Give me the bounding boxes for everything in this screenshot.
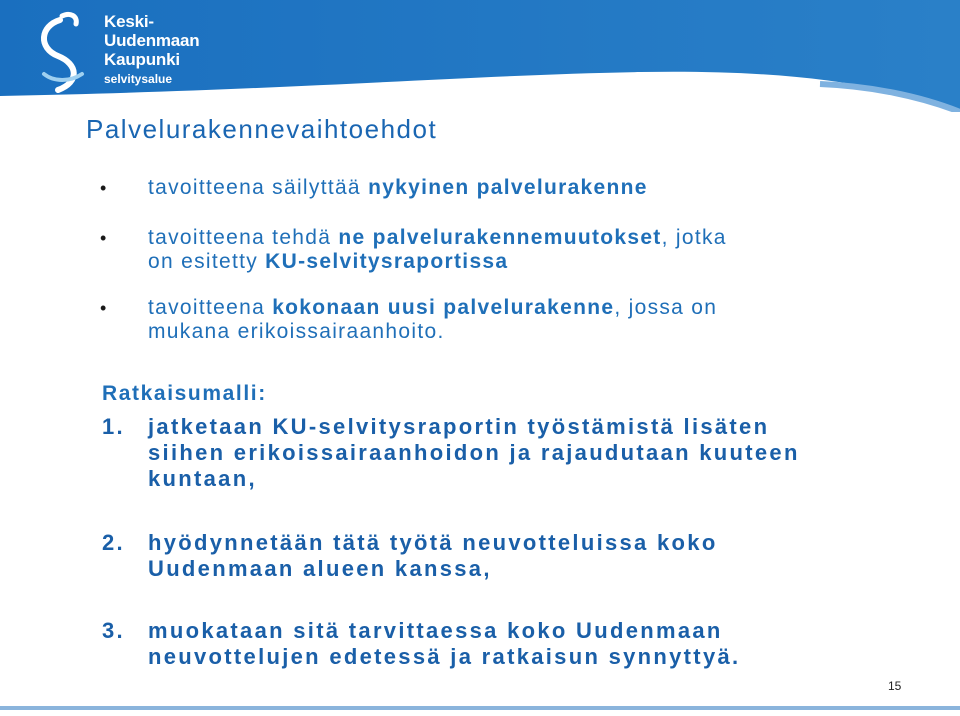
logo-line-3: Kaupunki	[104, 50, 180, 69]
step-3	[102, 618, 928, 670]
step-number: 3.	[102, 618, 125, 643]
step-line: muokataan sitä tarvittaessa koko Uudenmaan	[148, 618, 723, 643]
bullet-emphasis: KU-selvitysraportissa	[265, 250, 509, 273]
step-number: 1.	[102, 414, 125, 439]
bullet-dot: •	[100, 298, 108, 318]
step-1	[102, 414, 928, 492]
bullet-text: tavoitteena	[148, 296, 273, 319]
bullet-dot: •	[100, 178, 108, 198]
page-title: Palvelurakennevaihtoehdot	[86, 114, 438, 144]
bullet-text: , jossa on	[614, 296, 718, 319]
step-line: kuntaan,	[148, 466, 257, 491]
page-number: 15	[888, 679, 902, 693]
bullet-text: tavoitteena tehdä	[148, 226, 339, 249]
bullet-text: tavoitteena säilyttää	[148, 176, 369, 199]
step-2	[102, 530, 928, 582]
solution-heading: Ratkaisumalli:	[102, 382, 267, 405]
logo	[104, 12, 200, 87]
bullet-emphasis: ne palvelurakennemuutokset	[338, 226, 662, 249]
step-line: Uudenmaan alueen kanssa,	[148, 556, 492, 581]
step-line: siihen erikoissairaanhoidon ja rajaudutaan kuuteen	[148, 440, 800, 465]
logo-line-4: selvitysalue	[104, 72, 173, 86]
bullet-emphasis: kokonaan uusi palvelurakenne	[272, 296, 615, 319]
logo-line-1: Keski-	[104, 12, 154, 31]
bullet-emphasis: nykyinen palvelurakenne	[368, 176, 648, 199]
step-line: jatketaan KU-selvitysraportin työstämistä lisäten	[148, 414, 770, 439]
step-line: neuvottelujen edetessä ja ratkaisun synnyttyä.	[148, 644, 741, 669]
bullet-text: mukana erikoissairaanhoito.	[148, 320, 445, 343]
step-number: 2.	[102, 530, 125, 555]
bullet-text: , jotka	[661, 226, 727, 249]
bullet-dot: •	[100, 228, 108, 248]
bullet-text: on esitetty	[148, 250, 266, 273]
header-banner	[0, 0, 960, 112]
bullet-item-1	[100, 176, 908, 200]
logo-line-2: Uudenmaan	[104, 31, 200, 50]
bullet-item-3	[100, 296, 908, 344]
step-line: hyödynnetään tätä työtä neuvotteluissa koko	[148, 530, 718, 555]
bullet-item-2	[100, 226, 908, 274]
footer-divider	[0, 706, 960, 710]
